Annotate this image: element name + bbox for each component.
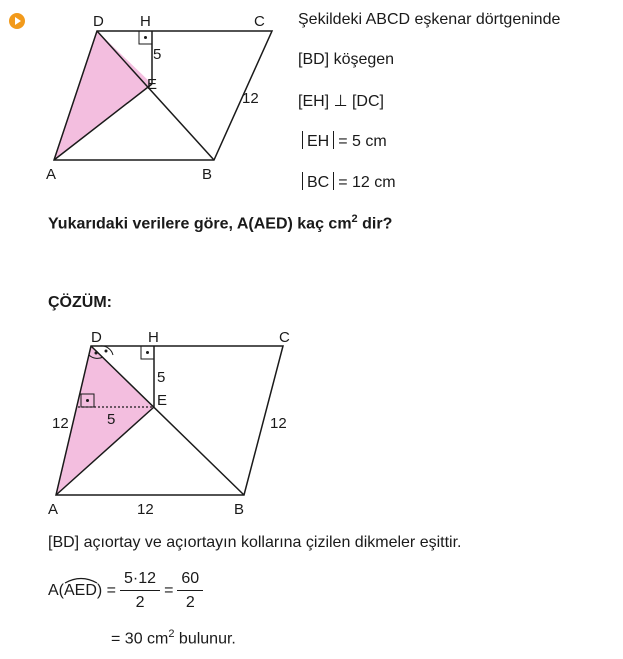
label-eh-length: 5 <box>157 369 166 386</box>
figure-rhombus-problem <box>40 8 280 190</box>
label-e: E <box>147 76 158 93</box>
given-line-3 <box>298 91 384 111</box>
result-sup: 2 <box>168 628 175 640</box>
formula-angle <box>64 582 97 600</box>
label-perp-length: 5 <box>107 411 116 428</box>
formula-equals: = <box>164 582 174 599</box>
given-line-2: [BD] köşegen <box>298 51 395 68</box>
formula-angle-text: AED <box>64 582 97 599</box>
formula-suffix: ) = <box>96 582 117 599</box>
area-formula <box>48 570 207 612</box>
question-main: Yukarıdaki verilere göre, A(AED) kaç cm <box>48 215 352 233</box>
label-d: D <box>93 13 104 30</box>
label-ad-length: 12 <box>52 415 69 432</box>
result-suffix: bulunur. <box>174 630 236 648</box>
label-h: H <box>140 13 151 30</box>
fraction-2-numerator: 60 <box>177 570 203 591</box>
solution-heading: ÇÖZÜM: <box>48 294 112 311</box>
given-eh-abs: EH <box>307 133 330 150</box>
angle-dot-left <box>95 352 98 355</box>
angle-hat-icon <box>64 576 98 584</box>
label-eh-length: 5 <box>153 46 162 63</box>
label-c: C <box>279 329 290 346</box>
angle-dot-right <box>105 350 108 353</box>
given-bc-abs: BC <box>307 174 330 191</box>
label-a: A <box>46 166 57 183</box>
question-suffix: dir? <box>357 215 393 233</box>
label-d: D <box>91 329 102 346</box>
given-eh-segment: [EH] <box>298 93 330 110</box>
fraction-2 <box>177 570 203 612</box>
right-angle-dot-h <box>144 36 147 39</box>
label-a: A <box>48 501 59 518</box>
solution-explanation: [BD] açıortay ve açıortayın kollarına çizilen dikmeler eşittir. <box>48 534 462 551</box>
label-c: C <box>254 13 265 30</box>
label-b: B <box>234 501 245 518</box>
fraction-1-denominator: 2 <box>135 594 145 611</box>
label-b: B <box>202 166 213 183</box>
given-eh-value: = 5 cm <box>338 133 387 150</box>
solution-result <box>111 628 236 648</box>
fraction-1 <box>120 570 160 612</box>
play-marker-icon <box>8 12 26 30</box>
given-line-5 <box>298 172 396 192</box>
given-dc-segment: [DC] <box>351 93 384 110</box>
label-bc-length: 12 <box>242 90 259 107</box>
question-text <box>48 213 392 233</box>
given-bc-value: = 12 cm <box>338 174 396 191</box>
fraction-1-numerator: 5·12 <box>120 570 160 591</box>
abs-bar-left <box>302 172 303 190</box>
abs-bar-right <box>333 131 334 149</box>
abs-bar-left <box>302 131 303 149</box>
question-sup: 2 <box>351 213 358 225</box>
given-line-1: Şekildeki ABCD eşkenar dörtgeninde <box>298 11 561 28</box>
given-line-4 <box>298 131 387 151</box>
label-bc-length: 12 <box>270 415 287 432</box>
right-angle-dot-foot <box>86 399 89 402</box>
formula-prefix: A( <box>48 582 64 599</box>
label-e: E <box>157 392 168 409</box>
result-text: = 30 cm <box>111 630 169 648</box>
label-h: H <box>148 329 159 346</box>
label-ab-length: 12 <box>137 501 154 518</box>
perpendicular-symbol: ⊥ <box>333 93 348 110</box>
right-angle-dot-h <box>146 351 149 354</box>
fraction-2-denominator: 2 <box>185 594 195 611</box>
figure-rhombus-solution <box>40 322 300 522</box>
abs-bar-right <box>333 172 334 190</box>
